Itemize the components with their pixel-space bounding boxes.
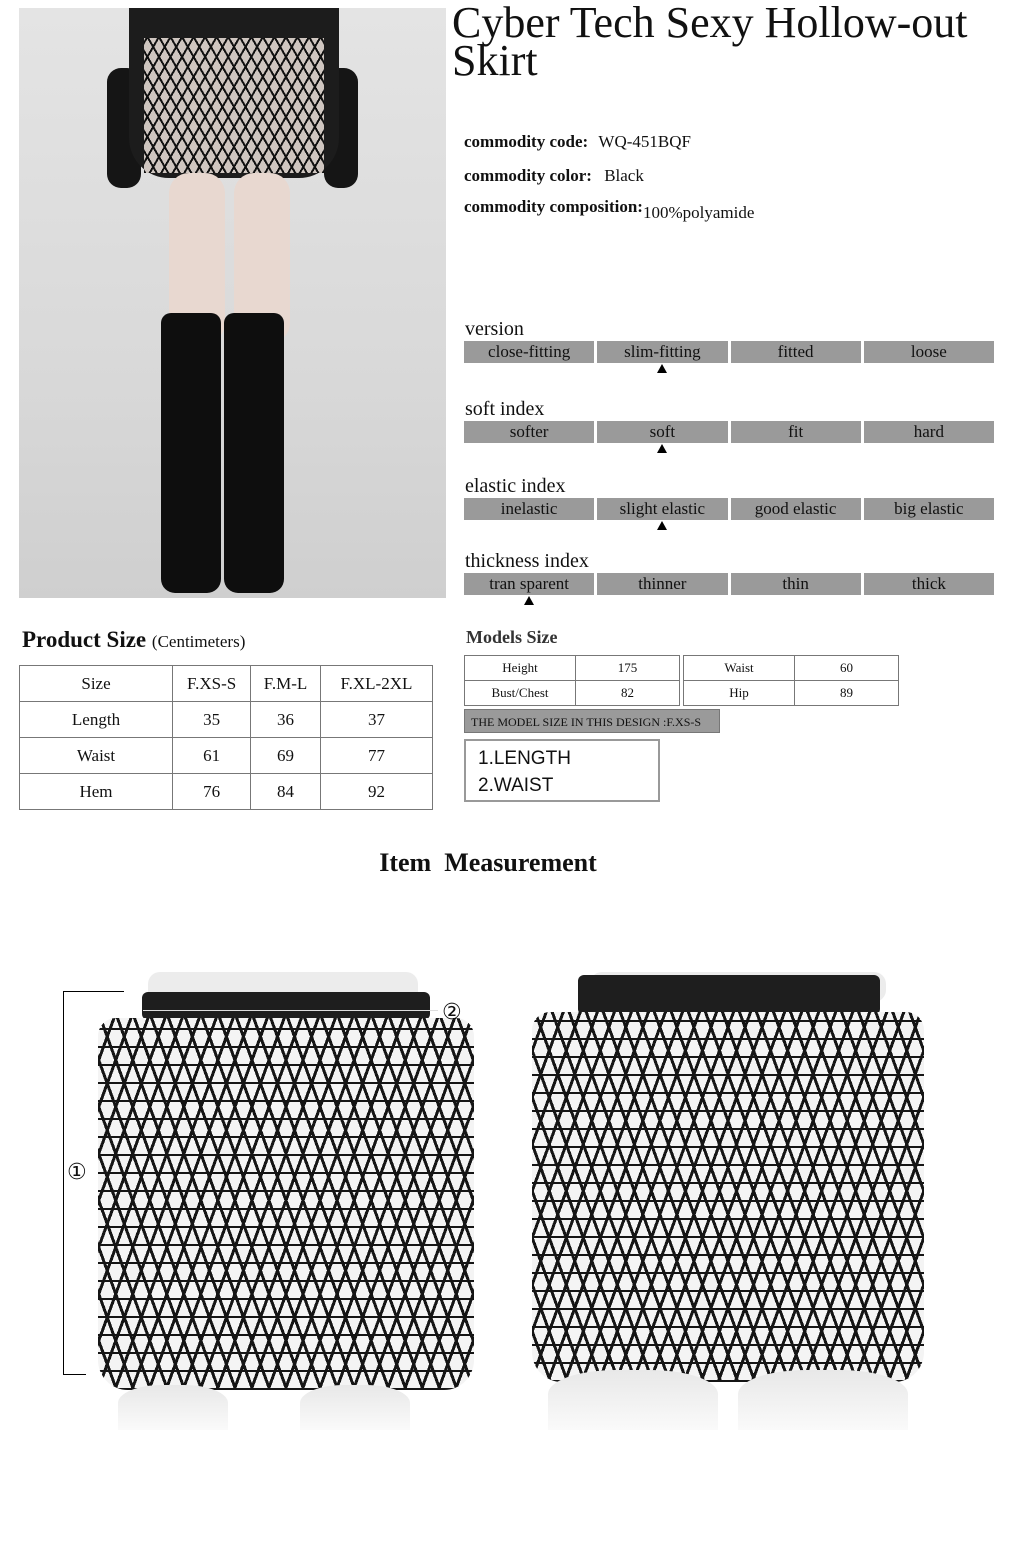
selected-marker-icon	[657, 521, 667, 530]
spec-color-value: Black	[604, 166, 644, 185]
spec-composition	[464, 197, 755, 222]
table-cell: 60	[795, 656, 899, 681]
waist-line	[143, 1010, 438, 1011]
legend-length: 1.LENGTH	[478, 748, 571, 769]
index-option: hard	[864, 421, 994, 443]
index-option: soft	[597, 421, 727, 443]
table-cell: 92	[320, 774, 432, 810]
table-cell: 35	[173, 702, 251, 738]
table-row	[465, 656, 680, 681]
back-form-leg-left	[548, 1370, 718, 1430]
front-form-leg-left	[118, 1385, 228, 1430]
table-row	[20, 738, 433, 774]
spec-composition-label: commodity composition:	[464, 197, 643, 216]
index-option: good elastic	[731, 498, 861, 520]
left-boot	[161, 313, 221, 593]
table-cell: 84	[251, 774, 321, 810]
model-photo	[19, 8, 446, 598]
index-label: version	[465, 318, 524, 340]
waist-marker: ②	[442, 1000, 462, 1025]
table-header-cell: F.XL-2XL	[320, 666, 432, 702]
selected-marker-icon	[657, 364, 667, 373]
table-header-cell: F.XS-S	[173, 666, 251, 702]
spec-color-label: commodity color:	[464, 166, 592, 185]
table-cell: 36	[251, 702, 321, 738]
table-cell: Hem	[20, 774, 173, 810]
table-cell: 82	[576, 681, 680, 706]
measurement-legend	[464, 739, 660, 802]
product-size-title: Product Size	[22, 627, 147, 652]
table-cell: 175	[576, 656, 680, 681]
index-label: soft index	[465, 398, 545, 420]
table-header-cell: F.M-L	[251, 666, 321, 702]
back-form-leg-right	[738, 1370, 908, 1430]
table-row	[684, 681, 899, 706]
right-boot	[224, 313, 284, 593]
table-row	[20, 702, 433, 738]
index-option: loose	[864, 341, 994, 363]
table-cell: 76	[173, 774, 251, 810]
item-measurement-title: Item Measurement	[379, 848, 597, 877]
table-cell: Waist	[684, 656, 795, 681]
index-option: close-fitting	[464, 341, 594, 363]
table-cell: Waist	[20, 738, 173, 774]
index-option: inelastic	[464, 498, 594, 520]
spec-code	[464, 132, 691, 152]
skirt-on-model	[144, 38, 324, 173]
spec-code-label: commodity code:	[464, 132, 589, 151]
table-cell: Length	[20, 702, 173, 738]
front-skirt	[98, 1018, 474, 1390]
index-bar	[464, 341, 994, 363]
index-option: thinner	[597, 573, 727, 595]
product-size-heading	[22, 627, 245, 653]
table-cell: 69	[251, 738, 321, 774]
back-waistband	[578, 975, 880, 1015]
table-cell: Height	[465, 656, 576, 681]
front-form-leg-right	[300, 1385, 410, 1430]
back-skirt	[532, 1012, 924, 1382]
index-option: fitted	[731, 341, 861, 363]
product-size-table	[19, 665, 433, 810]
models-size-table-left	[464, 655, 680, 706]
table-row	[465, 681, 680, 706]
table-cell: 77	[320, 738, 432, 774]
table-cell: 37	[320, 702, 432, 738]
models-size-table-right	[683, 655, 899, 706]
models-size-title: Models Size	[466, 627, 558, 647]
index-option: tran sparent	[464, 573, 594, 595]
selected-marker-icon	[657, 444, 667, 453]
spec-color	[464, 166, 644, 186]
model-size-note: THE MODEL SIZE IN THIS DESIGN :F.XS-S	[464, 709, 720, 733]
index-bar	[464, 573, 994, 595]
table-header-cell: Size	[20, 666, 173, 702]
length-marker: ①	[67, 1160, 87, 1185]
index-option: fit	[731, 421, 861, 443]
index-label: elastic index	[465, 475, 566, 497]
spec-composition-value: 100%polyamide	[642, 203, 755, 222]
selected-marker-icon	[524, 596, 534, 605]
index-label: thickness index	[465, 550, 589, 572]
index-bar	[464, 498, 994, 520]
index-option: thin	[731, 573, 861, 595]
table-header-row	[20, 666, 433, 702]
product-title: Cyber Tech Sexy Hollow-out Skirt	[452, 0, 968, 85]
legend-waist: 2.WAIST	[478, 775, 554, 796]
index-option: slim-fitting	[597, 341, 727, 363]
table-cell: 61	[173, 738, 251, 774]
table-cell: Bust/Chest	[465, 681, 576, 706]
index-bar	[464, 421, 994, 443]
table-row	[20, 774, 433, 810]
table-row	[684, 656, 899, 681]
product-size-unit: (Centimeters)	[151, 632, 246, 651]
index-option: thick	[864, 573, 994, 595]
index-option: slight elastic	[597, 498, 727, 520]
index-option: softer	[464, 421, 594, 443]
table-cell: 89	[795, 681, 899, 706]
index-option: big elastic	[864, 498, 994, 520]
spec-code-value: WQ-451BQF	[598, 132, 691, 151]
table-cell: Hip	[684, 681, 795, 706]
front-waistband	[142, 992, 430, 1020]
